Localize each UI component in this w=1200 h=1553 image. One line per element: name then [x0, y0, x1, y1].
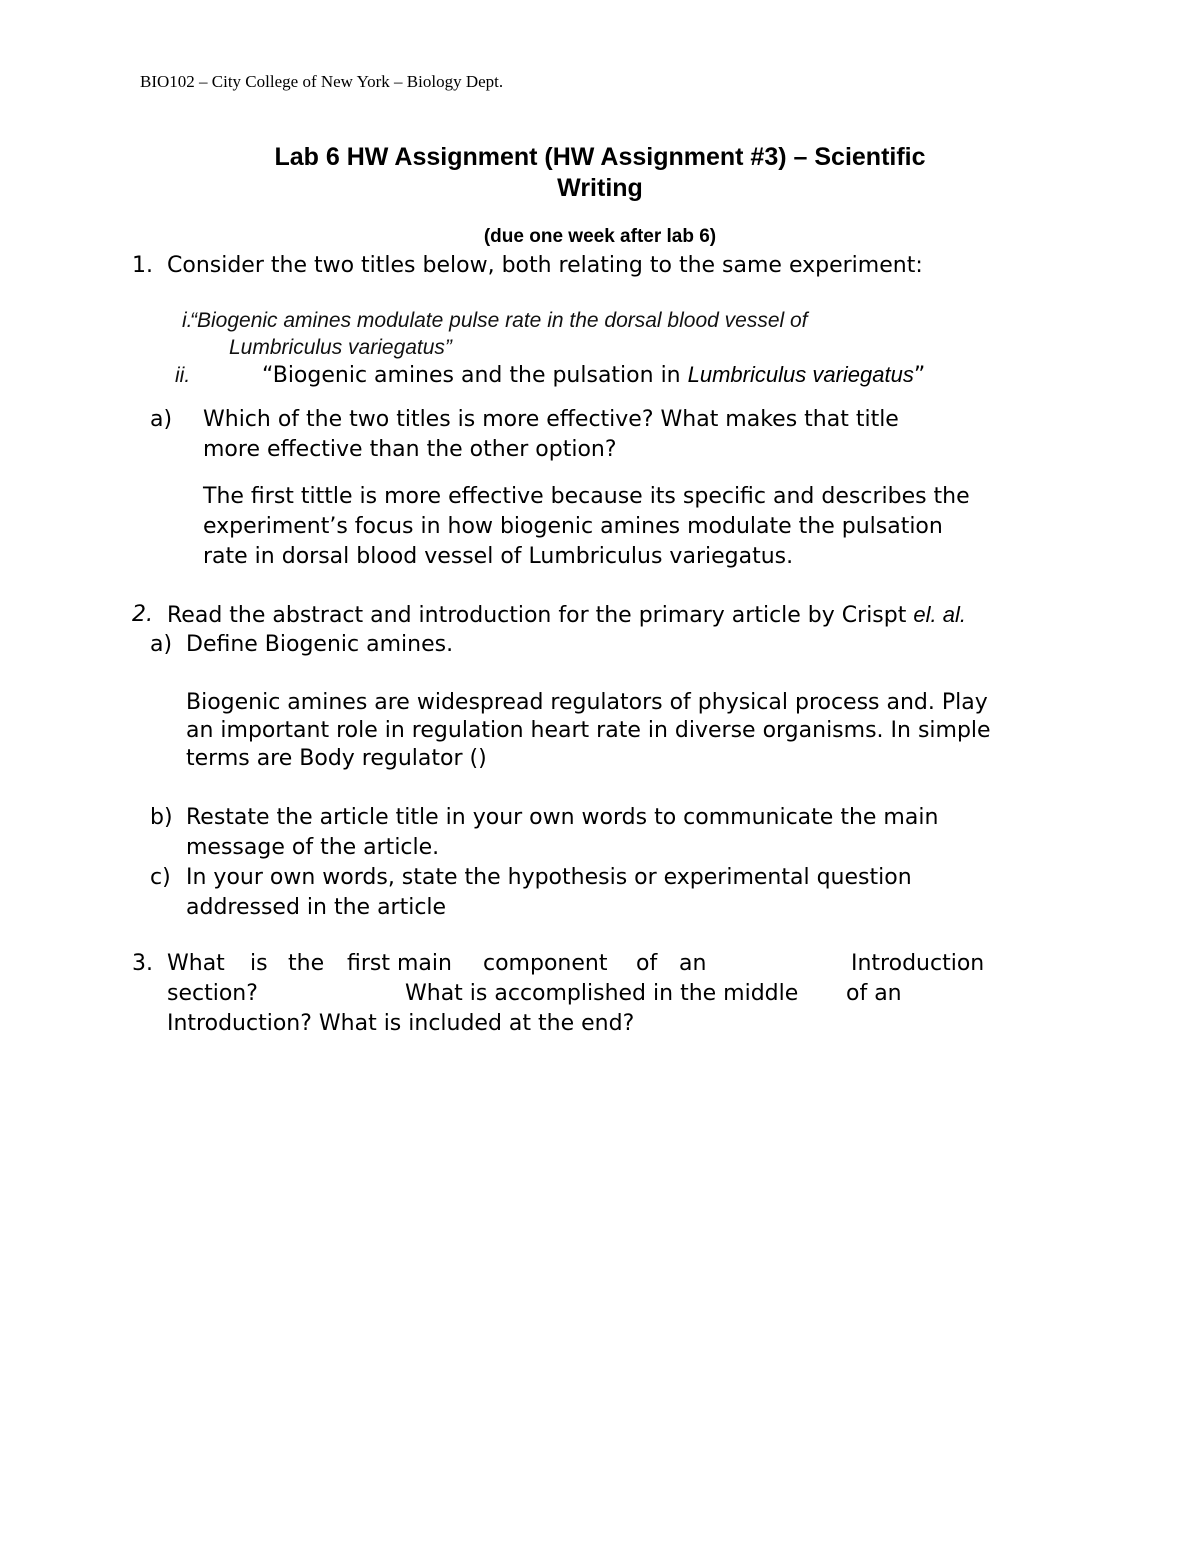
q3-number: 3.	[132, 951, 153, 976]
q1-number: 1.	[132, 253, 153, 278]
title-ii-text: “Biogenic amines and the pulsation in	[262, 363, 688, 388]
document-header: BIO102 – City College of New York – Biology Dept.	[140, 72, 504, 91]
q2-number: 2.	[132, 602, 153, 627]
q3-word-2: is	[250, 951, 268, 976]
q2-c-label: c)	[150, 865, 171, 890]
q2-b-line1: Restate the article title in your own words to communicate the main	[186, 805, 939, 830]
q1-answer-line1: The first tittle is more effective because its specific and describes the	[203, 484, 970, 509]
title-i-line1: “Biogenic amines modulate pulse rate in the dorsal blood vessel of	[190, 309, 808, 332]
q3-line2-a: section?	[167, 981, 258, 1006]
q2-italic: el. al.	[913, 602, 966, 627]
title-ii-line	[262, 362, 925, 388]
q2-text: Read the abstract and introduction for the primary article by Crispt	[167, 603, 914, 628]
q3-line2-c: of an	[846, 981, 902, 1006]
q3-word-1: What	[167, 951, 225, 976]
q2-b-line2: message of the article.	[186, 835, 440, 860]
q3-word-4: first main	[347, 951, 452, 976]
q3-word-6: of	[636, 951, 658, 976]
q1-a-line2: more effective than the other option?	[203, 437, 617, 462]
q2-answer-line1: Biogenic amines are widespread regulators of physical process and. Play	[186, 690, 988, 715]
q3-word-8: Introduction	[851, 951, 985, 976]
q2-answer-line2: an important role in regulation heart rate in diverse organisms. In simple	[186, 718, 991, 743]
q3-word-3: the	[288, 951, 325, 976]
q2-a-text: Define Biogenic amines.	[186, 632, 454, 657]
page-title-line1: Lab 6 HW Assignment (HW Assignment #3) – Scientific	[274, 143, 926, 171]
q1-text: Consider the two titles below, both relating to the same experiment:	[167, 253, 923, 278]
title-i-label: i.	[182, 309, 193, 332]
q3-line2-b: What is accomplished in the middle	[405, 981, 799, 1006]
q2-c-line2: addressed in the article	[186, 895, 447, 920]
q1-a-label: a)	[150, 407, 173, 432]
q3-word-5: component	[483, 951, 608, 976]
due-note: (due one week after lab 6)	[483, 226, 717, 247]
q2-b-label: b)	[150, 805, 173, 830]
title-ii-label: ii.	[175, 364, 191, 387]
q2-answer-line3: terms are Body regulator ()	[186, 746, 487, 771]
page-title-line2: Writing	[557, 174, 643, 202]
q2-c-line1: In your own words, state the hypothesis or experimental question	[186, 865, 912, 890]
title-ii-italic: Lumbriculus variegatus	[687, 362, 914, 387]
title-ii-end: ”	[913, 363, 926, 388]
q3-line3: Introduction? What is included at the end?	[167, 1011, 635, 1036]
q1-answer-line3: rate in dorsal blood vessel of Lumbriculus variegatus.	[203, 544, 794, 569]
q2-line	[167, 602, 966, 628]
q1-a-line1: Which of the two titles is more effective? What makes that title	[203, 407, 899, 432]
q1-answer-line2: experiment’s focus in how biogenic amines modulate the pulsation	[203, 514, 943, 539]
title-i-line2: Lumbriculus variegatus”	[229, 336, 452, 359]
q3-word-7: an	[679, 951, 707, 976]
q2-a-label: a)	[150, 632, 173, 657]
